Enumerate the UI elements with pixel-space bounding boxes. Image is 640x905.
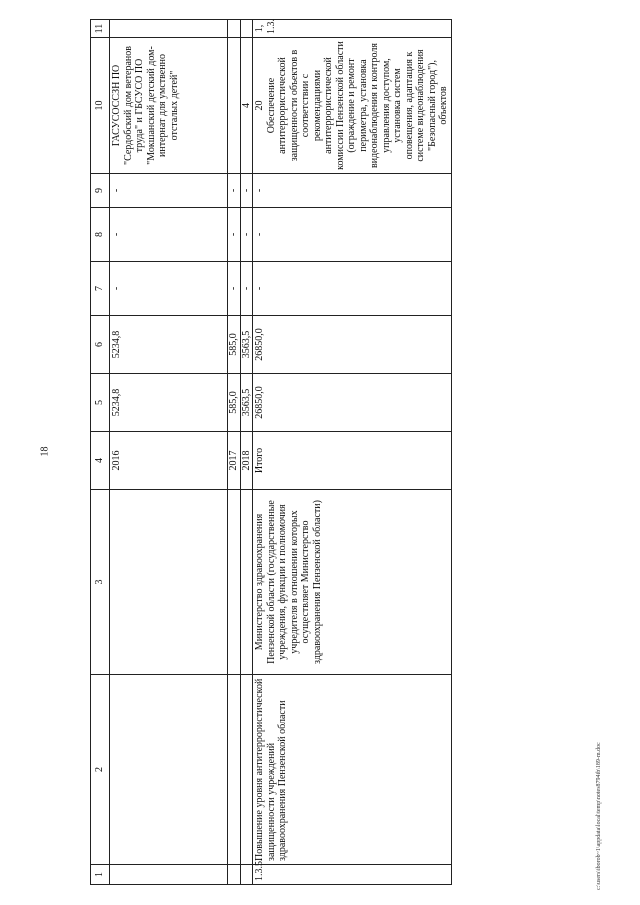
amount-cell: 585,0	[228, 374, 241, 432]
table-cell	[110, 490, 228, 675]
amount-cell: 5234,8	[110, 374, 228, 432]
table-header-row	[91, 20, 110, 885]
indicator-value: 20	[254, 100, 265, 111]
institution-cell: ГАСУСОССЗН ПО "Сердобский дом ветеранов труда" и ГБСУСО ПО "Мокшанский детский дом-интернат для умственно отсталых детей"	[110, 38, 228, 174]
measure-number-cell: 1.3.5.	[253, 865, 452, 885]
table-cell	[110, 20, 228, 38]
amount-cell: 585,0	[228, 316, 241, 374]
table-cell	[240, 490, 253, 675]
column-index-cell: 4	[240, 38, 253, 174]
amount-cell: 26850,0	[253, 374, 452, 432]
header-cell: 5	[91, 374, 110, 432]
dash-cell: -	[228, 208, 241, 262]
dash-cell: -	[110, 262, 228, 316]
footer-file-path	[596, 720, 606, 890]
table-cell	[240, 20, 253, 38]
table-row	[110, 20, 228, 885]
program-measures-table	[90, 19, 452, 885]
header-cell: 11	[91, 20, 110, 38]
table-cell	[110, 865, 228, 885]
header-cell: 3	[91, 490, 110, 675]
table-cell	[240, 865, 253, 885]
header-cell: 10	[91, 38, 110, 174]
total-label-cell: Итого	[253, 432, 452, 490]
table-cell	[228, 20, 241, 38]
executor-cell: Министерство здравоохранения Пензенской области (государственные учреждения, функции и полномочия учредителя в отношении которых осуществляет Министерство здравоохранения Пензенской области)	[253, 490, 452, 675]
table-cell	[228, 38, 241, 174]
target-ref-cell: 1, 1.3.	[253, 20, 452, 38]
dash-cell: -	[228, 262, 241, 316]
header-cell: 2	[91, 675, 110, 865]
dash-cell: -	[110, 174, 228, 208]
header-cell: 1	[91, 865, 110, 885]
indicator-cell	[253, 38, 452, 174]
table-cell	[110, 675, 228, 865]
dash-cell: -	[110, 208, 228, 262]
document-table-container	[90, 20, 588, 885]
year-cell: 2016	[110, 432, 228, 490]
header-cell: 7	[91, 262, 110, 316]
table-cell	[228, 675, 241, 865]
table-row	[253, 20, 452, 885]
dash-cell: -	[228, 174, 241, 208]
amount-cell: 3563,5	[240, 374, 253, 432]
table-cell	[240, 675, 253, 865]
table-row	[240, 20, 253, 885]
header-cell: 6	[91, 316, 110, 374]
header-cell: 8	[91, 208, 110, 262]
dash-cell: -	[240, 262, 253, 316]
table-cell	[228, 490, 241, 675]
header-cell: 9	[91, 174, 110, 208]
footer-file-path-text: c:\users\iborob~1\appdata\local\temp\notes8794ib\189-m.doc	[596, 742, 602, 890]
table-row	[228, 20, 241, 885]
amount-cell: 26850,0	[253, 316, 452, 374]
dash-cell: -	[240, 174, 253, 208]
dash-cell: -	[253, 262, 452, 316]
dash-cell: -	[253, 174, 452, 208]
header-cell: 4	[91, 432, 110, 490]
dash-cell: -	[240, 208, 253, 262]
result-description: Обеспечение антитеррористической защищенности объектов в соответствии с рекомендациями антитеррористической комиссии Пензенской области (ограждение и ремонт периметра, установка видеонаблюдения и контроля управления доступом, установка систем оповещения, адаптация к системе видеонаблюдения "Безопасный город"), объектов	[265, 41, 449, 170]
measure-name-cell: Повышение уровня антитеррористической защищенности учреждений здравоохранения Пензенской области	[253, 675, 452, 865]
page-number: 18	[39, 446, 51, 457]
dash-cell: -	[253, 208, 452, 262]
table-cell	[228, 865, 241, 885]
year-cell: 2018	[240, 432, 253, 490]
year-cell: 2017	[228, 432, 241, 490]
amount-cell: 3563,5	[240, 316, 253, 374]
amount-cell: 5234,8	[110, 316, 228, 374]
